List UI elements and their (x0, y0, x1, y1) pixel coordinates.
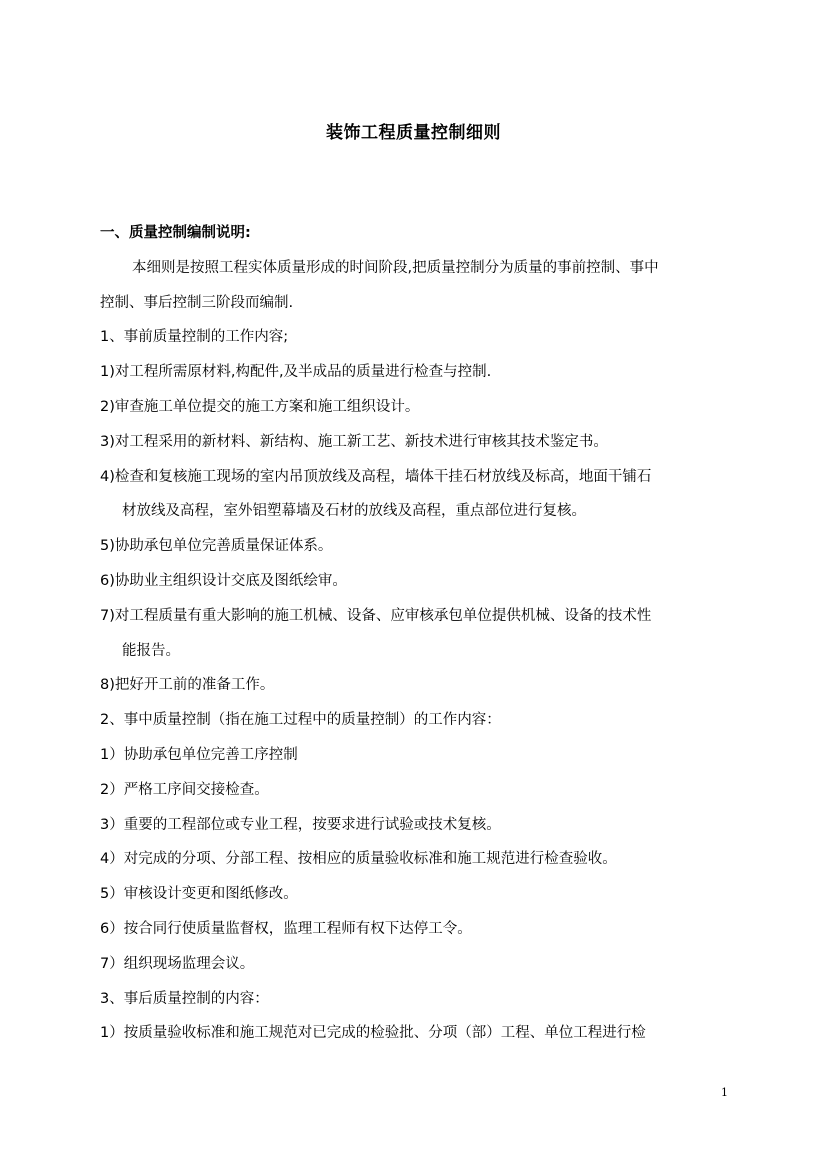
list-item: 1）按质量验收标准和施工规范对已完成的检验批、分项（部）工程、单位工程进行检 (100, 1025, 646, 1042)
document-title: 装饰工程质量控制细则 (326, 123, 501, 143)
paragraph-line: 本细则是按照工程实体质量形成的时间阶段,把质量控制分为质量的事前控制、事中 (132, 259, 659, 276)
subsection-heading: 2、事中质量控制（指在施工过程中的质量控制）的工作内容： (100, 712, 501, 729)
list-item: 7）组织现场监理会议。 (100, 955, 255, 972)
document-body (100, 216, 730, 1051)
paragraph-line: 控制、事后控制三阶段而编制. (100, 294, 294, 311)
list-item-continuation: 材放线及高程，室外铝塑幕墙及石材的放线及高程，重点部位进行复核。 (122, 503, 586, 520)
subsection-heading: 3、事后质量控制的内容： (100, 990, 269, 1007)
list-item: 6）按合同行使质量监督权，监理工程师有权下达停工令。 (100, 920, 472, 937)
list-item: 2）严格工序间交接检查。 (100, 781, 269, 798)
list-item: 5)协助承包单位完善质量保证体系。 (100, 538, 333, 555)
list-item: 3)对工程采用的新材料、新结构、施工新工艺、新技术进行审核其技术鉴定书。 (100, 433, 608, 450)
list-item: 4）对完成的分项、分部工程、按相应的质量验收标准和施工规范进行检查验收。 (100, 851, 617, 868)
list-item: 7)对工程质量有重大影响的施工机械、设备、应审核承包单位提供机械、设备的技术性 (100, 607, 652, 624)
page-number: 1 (721, 1086, 728, 1099)
list-item: 6)协助业主组织设计交底及图纸绘审。 (100, 572, 347, 589)
section-heading: 一、质量控制编制说明: (100, 225, 251, 241)
list-item: 5）审核设计变更和图纸修改。 (100, 886, 298, 903)
list-item: 2)审查施工单位提交的施工方案和施工组织设计。 (100, 398, 420, 415)
list-item-continuation: 能报告。 (122, 642, 180, 659)
list-item: 3）重要的工程部位或专业工程，按要求进行试验或技术复核。 (100, 816, 501, 833)
list-item: 8)把好开工前的准备工作。 (100, 677, 275, 694)
list-item: 1）协助承包单位完善工序控制 (100, 746, 298, 763)
subsection-heading: 1、事前质量控制的工作内容; (100, 329, 289, 346)
list-item: 1)对工程所需原材料,构配件,及半成品的质量进行检查与控制. (100, 364, 492, 381)
list-item: 4)检查和复核施工现场的室内吊顶放线及高程，墙体干挂石材放线及标高，地面干铺石 (100, 468, 652, 485)
